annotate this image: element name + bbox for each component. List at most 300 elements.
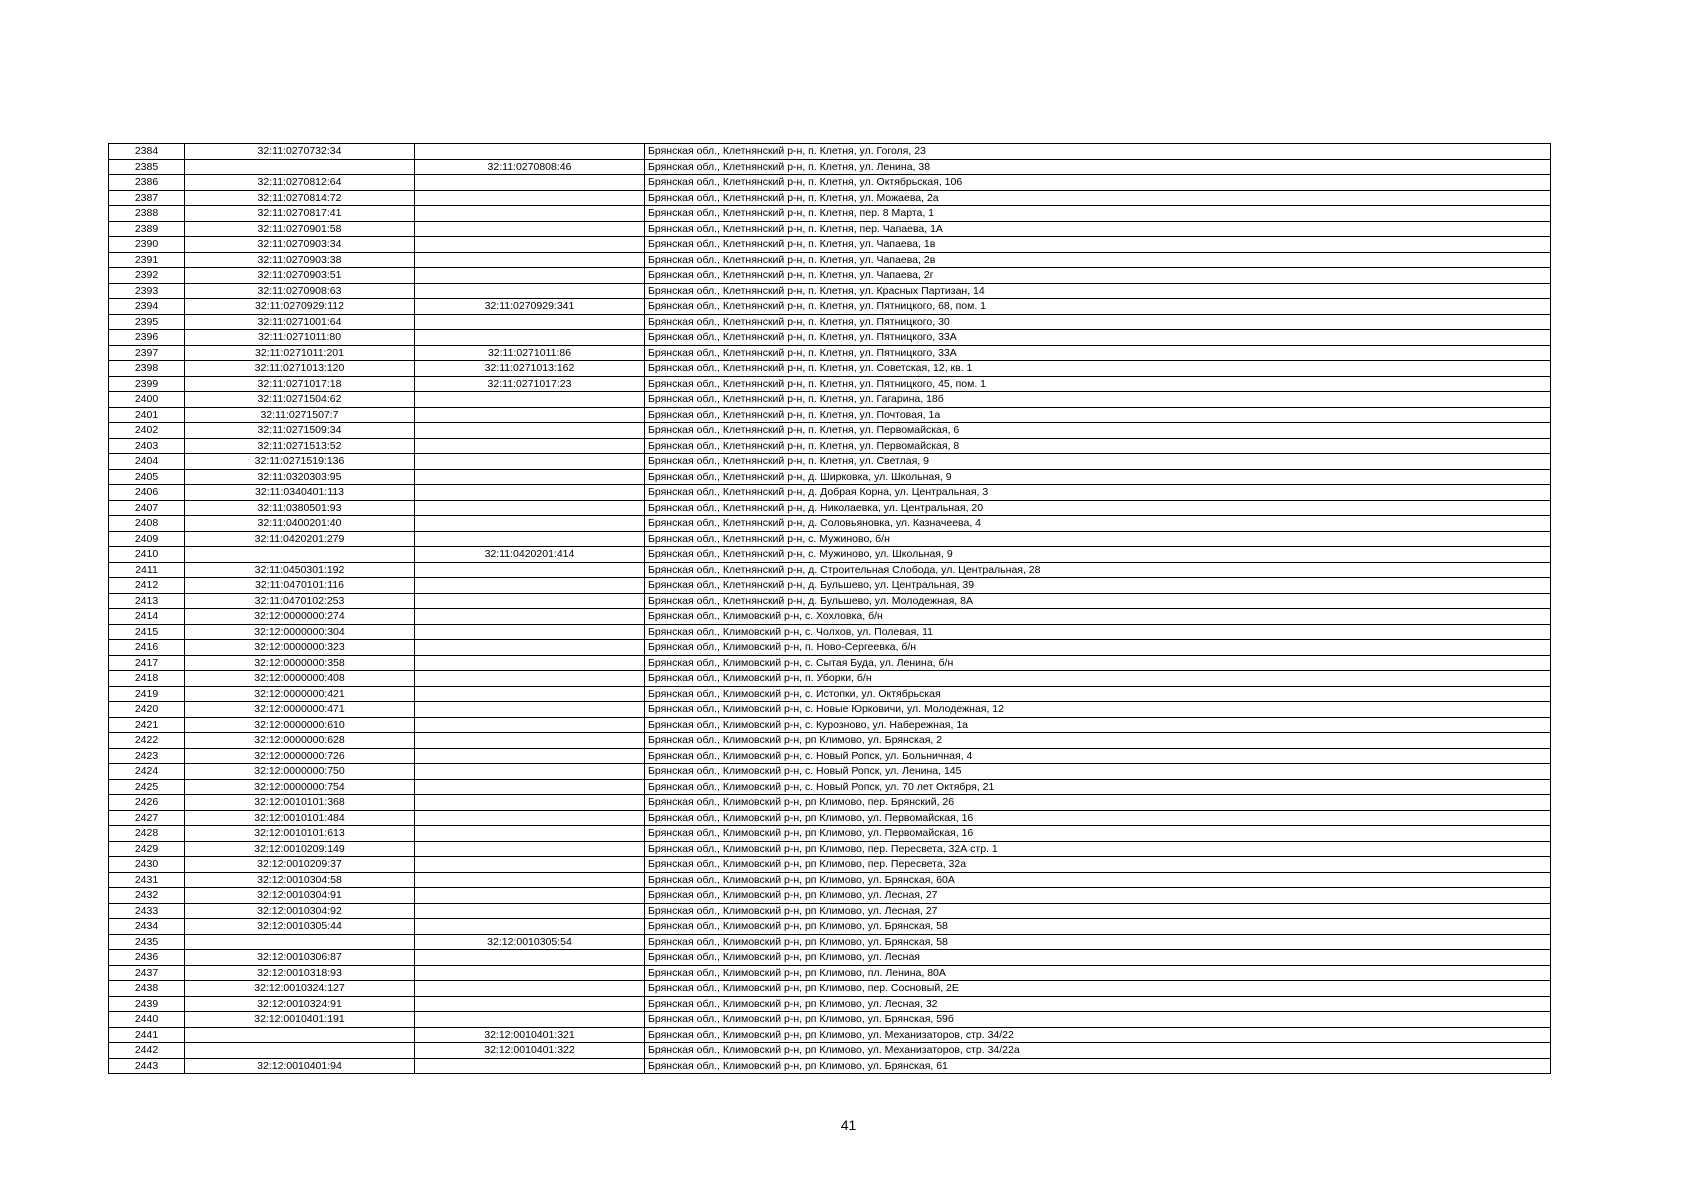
cadastral-number-cell: 32:12:0000000:628 [185,733,415,749]
cadastral-number-cell: 32:12:0010401:191 [185,1012,415,1028]
cadastral-number-cell: 32:11:0400201:40 [185,516,415,532]
address-cell: Брянская обл., Клетнянский р-н, д. Бульшево, ул. Центральная, 39 [645,578,1551,594]
row-number-cell: 2438 [109,981,185,997]
table-row [109,175,1551,191]
cadastral-number-cell: 32:11:0470101:116 [185,578,415,594]
linked-cadastral-number-cell [415,609,645,625]
table-row [109,779,1551,795]
cadastral-number-cell: 32:12:0010209:149 [185,841,415,857]
linked-cadastral-number-cell [415,810,645,826]
row-number-cell: 2437 [109,965,185,981]
row-number-cell: 2416 [109,640,185,656]
cadastral-number-cell: 32:11:0271507:7 [185,407,415,423]
linked-cadastral-number-cell [415,454,645,470]
linked-cadastral-number-cell [415,1058,645,1074]
row-number-cell: 2384 [109,144,185,160]
cadastral-number-cell: 32:12:0000000:323 [185,640,415,656]
linked-cadastral-number-cell: 32:11:0270808:46 [415,159,645,175]
address-cell: Брянская обл., Клетнянский р-н, п. Клетня, ул. Чапаева, 2в [645,252,1551,268]
row-number-cell: 2434 [109,919,185,935]
address-cell: Брянская обл., Климовский р-н, рп Климово, ул. Брянская, 59б [645,1012,1551,1028]
table-row [109,609,1551,625]
address-cell: Брянская обл., Клетнянский р-н, с. Мужиново, б/н [645,531,1551,547]
cadastral-number-cell: 32:11:0270732:34 [185,144,415,160]
table-row [109,578,1551,594]
table-row [109,562,1551,578]
row-number-cell: 2402 [109,423,185,439]
linked-cadastral-number-cell [415,686,645,702]
row-number-cell: 2387 [109,190,185,206]
cadastral-number-cell: 32:12:0010101:368 [185,795,415,811]
table-row [109,655,1551,671]
cadastral-number-cell: 32:11:0270929:112 [185,299,415,315]
row-number-cell: 2427 [109,810,185,826]
linked-cadastral-number-cell [415,562,645,578]
cadastral-number-cell: 32:11:0271001:64 [185,314,415,330]
table-row [109,159,1551,175]
table-row [109,252,1551,268]
address-cell: Брянская обл., Климовский р-н, с. Новый Ропск, ул. 70 лет Октября, 21 [645,779,1551,795]
cadastral-number-cell: 32:11:0271011:201 [185,345,415,361]
address-cell: Брянская обл., Климовский р-н, рп Климово, ул. Механизаторов, стр. 34/22а [645,1043,1551,1059]
linked-cadastral-number-cell [415,500,645,516]
address-cell: Брянская обл., Климовский р-н, рп Климово, пер. Брянский, 26 [645,795,1551,811]
cadastral-number-cell: 32:12:0010101:613 [185,826,415,842]
row-number-cell: 2406 [109,485,185,501]
row-number-cell: 2413 [109,593,185,609]
linked-cadastral-number-cell: 32:11:0270929:341 [415,299,645,315]
linked-cadastral-number-cell [415,175,645,191]
table-row [109,500,1551,516]
linked-cadastral-number-cell [415,144,645,160]
table-row [109,1058,1551,1074]
cadastral-number-cell: 32:12:0000000:471 [185,702,415,718]
linked-cadastral-number-cell [415,516,645,532]
row-number-cell: 2421 [109,717,185,733]
table-row [109,624,1551,640]
cadastral-number-cell: 32:12:0010324:91 [185,996,415,1012]
row-number-cell: 2431 [109,872,185,888]
address-cell: Брянская обл., Климовский р-н, рп Климово, пер. Пересвета, 32А стр. 1 [645,841,1551,857]
table-row [109,206,1551,222]
linked-cadastral-number-cell [415,283,645,299]
address-cell: Брянская обл., Клетнянский р-н, п. Клетня, ул. Чапаева, 1в [645,237,1551,253]
row-number-cell: 2386 [109,175,185,191]
cadastral-number-cell: 32:12:0010304:91 [185,888,415,904]
cadastral-number-cell [185,159,415,175]
table-row [109,950,1551,966]
address-cell: Брянская обл., Клетнянский р-н, п. Клетня, пер. Чапаева, 1А [645,221,1551,237]
cadastral-number-cell: 32:11:0271519:136 [185,454,415,470]
table-row [109,717,1551,733]
linked-cadastral-number-cell [415,593,645,609]
cadastral-number-cell: 32:12:0000000:358 [185,655,415,671]
address-cell: Брянская обл., Климовский р-н, рп Климово, ул. Первомайская, 16 [645,810,1551,826]
linked-cadastral-number-cell [415,996,645,1012]
address-cell: Брянская обл., Клетнянский р-н, п. Клетня, ул. Красных Партизан, 14 [645,283,1551,299]
row-number-cell: 2436 [109,950,185,966]
cadastral-number-cell [185,934,415,950]
table-row [109,810,1551,826]
table-row [109,361,1551,377]
address-cell: Брянская обл., Климовский р-н, рп Климово, ул. Лесная, 27 [645,903,1551,919]
address-cell: Брянская обл., Климовский р-н, рп Климово, ул. Лесная [645,950,1551,966]
row-number-cell: 2425 [109,779,185,795]
cadastral-number-cell: 32:12:0000000:726 [185,748,415,764]
row-number-cell: 2388 [109,206,185,222]
table-row [109,996,1551,1012]
linked-cadastral-number-cell [415,950,645,966]
row-number-cell: 2394 [109,299,185,315]
row-number-cell: 2435 [109,934,185,950]
address-cell: Брянская обл., Клетнянский р-н, п. Клетня, ул. Первомайская, 8 [645,438,1551,454]
cadastral-number-cell: 32:12:0010304:58 [185,872,415,888]
address-cell: Брянская обл., Клетнянский р-н, д. Николаевка, ул. Центральная, 20 [645,500,1551,516]
linked-cadastral-number-cell [415,748,645,764]
table-row [109,485,1551,501]
address-cell: Брянская обл., Климовский р-н, с. Истопки, ул. Октябрьская [645,686,1551,702]
cadastral-number-cell [185,1027,415,1043]
address-cell: Брянская обл., Клетнянский р-н, п. Клетня, ул. Пятницкого, 33А [645,345,1551,361]
row-number-cell: 2403 [109,438,185,454]
cadastral-number-cell: 32:11:0340401:113 [185,485,415,501]
cadastral-number-cell: 32:11:0320303:95 [185,469,415,485]
cadastral-number-cell: 32:11:0270903:34 [185,237,415,253]
row-number-cell: 2397 [109,345,185,361]
table-row [109,733,1551,749]
linked-cadastral-number-cell [415,469,645,485]
address-cell: Брянская обл., Климовский р-н, рп Климово, ул. Брянская, 58 [645,919,1551,935]
address-cell: Брянская обл., Климовский р-н, рп Климово, пер. Пересвета, 32а [645,857,1551,873]
address-cell: Брянская обл., Клетнянский р-н, д. Строительная Слобода, ул. Центральная, 28 [645,562,1551,578]
address-cell: Брянская обл., Климовский р-н, с. Новые Юрковичи, ул. Молодежная, 12 [645,702,1551,718]
cadastral-number-cell: 32:12:0000000:274 [185,609,415,625]
cadastral-number-cell: 32:11:0270903:38 [185,252,415,268]
linked-cadastral-number-cell [415,438,645,454]
row-number-cell: 2441 [109,1027,185,1043]
address-cell: Брянская обл., Клетнянский р-н, д. Добрая Корна, ул. Центральная, 3 [645,485,1551,501]
cadastral-number-cell: 32:11:0450301:192 [185,562,415,578]
row-number-cell: 2407 [109,500,185,516]
cadastral-number-cell: 32:12:0010318:93 [185,965,415,981]
table-row [109,330,1551,346]
linked-cadastral-number-cell: 32:11:0271013:162 [415,361,645,377]
linked-cadastral-number-cell [415,423,645,439]
linked-cadastral-number-cell [415,221,645,237]
linked-cadastral-number-cell [415,733,645,749]
address-cell: Брянская обл., Клетнянский р-н, п. Клетня, ул. Гоголя, 23 [645,144,1551,160]
row-number-cell: 2412 [109,578,185,594]
table-row [109,1012,1551,1028]
address-cell: Брянская обл., Клетнянский р-н, д. Ширковка, ул. Школьная, 9 [645,469,1551,485]
linked-cadastral-number-cell [415,640,645,656]
linked-cadastral-number-cell [415,919,645,935]
address-cell: Брянская обл., Клетнянский р-н, п. Клетня, ул. Советская, 12, кв. 1 [645,361,1551,377]
table-row [109,702,1551,718]
address-cell: Брянская обл., Климовский р-н, рп Климово, ул. Лесная, 32 [645,996,1551,1012]
table-row [109,903,1551,919]
table-row [109,407,1551,423]
linked-cadastral-number-cell [415,578,645,594]
row-number-cell: 2410 [109,547,185,563]
cadastral-number-cell: 32:11:0271013:120 [185,361,415,377]
cadastral-number-cell: 32:11:0270814:72 [185,190,415,206]
linked-cadastral-number-cell [415,981,645,997]
address-cell: Брянская обл., Климовский р-н, рп Климово, ул. Брянская, 60А [645,872,1551,888]
cadastral-number-cell: 32:11:0270903:51 [185,268,415,284]
linked-cadastral-number-cell: 32:11:0271011:86 [415,345,645,361]
linked-cadastral-number-cell [415,764,645,780]
table-row [109,934,1551,950]
address-cell: Брянская обл., Климовский р-н, рп Климово, ул. Брянская, 2 [645,733,1551,749]
table-row [109,268,1551,284]
address-cell: Брянская обл., Климовский р-н, рп Климово, пер. Сосновый, 2Е [645,981,1551,997]
row-number-cell: 2440 [109,1012,185,1028]
row-number-cell: 2398 [109,361,185,377]
address-cell: Брянская обл., Климовский р-н, с. Новый Ропск, ул. Ленина, 145 [645,764,1551,780]
table-row [109,221,1551,237]
address-cell: Брянская обл., Клетнянский р-н, д. Бульшево, ул. Молодежная, 8А [645,593,1551,609]
row-number-cell: 2390 [109,237,185,253]
table-row [109,376,1551,392]
row-number-cell: 2414 [109,609,185,625]
linked-cadastral-number-cell [415,655,645,671]
table-row [109,795,1551,811]
row-number-cell: 2429 [109,841,185,857]
table-row [109,190,1551,206]
linked-cadastral-number-cell [415,190,645,206]
cadastral-number-cell [185,1043,415,1059]
linked-cadastral-number-cell [415,903,645,919]
row-number-cell: 2389 [109,221,185,237]
cadastral-number-cell: 32:12:0010324:127 [185,981,415,997]
address-cell: Брянская обл., Климовский р-н, рп Климово, ул. Первомайская, 16 [645,826,1551,842]
row-number-cell: 2401 [109,407,185,423]
row-number-cell: 2395 [109,314,185,330]
cadastral-number-cell: 32:12:0010306:87 [185,950,415,966]
table-row [109,671,1551,687]
table-row [109,764,1551,780]
table-row [109,547,1551,563]
table-row [109,965,1551,981]
address-cell: Брянская обл., Климовский р-н, рп Климово, ул. Механизаторов, стр. 34/22 [645,1027,1551,1043]
linked-cadastral-number-cell [415,857,645,873]
linked-cadastral-number-cell [415,888,645,904]
table-row [109,237,1551,253]
linked-cadastral-number-cell: 32:12:0010401:321 [415,1027,645,1043]
cadastral-number-cell: 32:12:0010401:94 [185,1058,415,1074]
linked-cadastral-number-cell [415,407,645,423]
row-number-cell: 2405 [109,469,185,485]
linked-cadastral-number-cell [415,268,645,284]
cadastral-number-cell: 32:11:0270908:63 [185,283,415,299]
row-number-cell: 2408 [109,516,185,532]
linked-cadastral-number-cell: 32:12:0010305:54 [415,934,645,950]
property-registry-table [108,143,1551,1074]
address-cell: Брянская обл., Климовский р-н, с. Сытая Буда, ул. Ленина, б/н [645,655,1551,671]
row-number-cell: 2443 [109,1058,185,1074]
linked-cadastral-number-cell: 32:12:0010401:322 [415,1043,645,1059]
address-cell: Брянская обл., Клетнянский р-н, п. Клетня, ул. Пятницкого, 68, пом. 1 [645,299,1551,315]
linked-cadastral-number-cell [415,872,645,888]
row-number-cell: 2393 [109,283,185,299]
address-cell: Брянская обл., Клетнянский р-н, п. Клетня, ул. Пятницкого, 30 [645,314,1551,330]
row-number-cell: 2419 [109,686,185,702]
table-row [109,144,1551,160]
table-row [109,454,1551,470]
row-number-cell: 2426 [109,795,185,811]
row-number-cell: 2399 [109,376,185,392]
address-cell: Брянская обл., Климовский р-н, рп Климово, пл. Ленина, 80А [645,965,1551,981]
table-row [109,314,1551,330]
row-number-cell: 2409 [109,531,185,547]
cadastral-number-cell: 32:11:0271504:62 [185,392,415,408]
linked-cadastral-number-cell [415,717,645,733]
table-row [109,1027,1551,1043]
cadastral-number-cell: 32:12:0000000:750 [185,764,415,780]
row-number-cell: 2439 [109,996,185,1012]
address-cell: Брянская обл., Клетнянский р-н, п. Клетня, ул. Можаева, 2а [645,190,1551,206]
linked-cadastral-number-cell [415,252,645,268]
address-cell: Брянская обл., Клетнянский р-н, п. Клетня, ул. Почтовая, 1а [645,407,1551,423]
linked-cadastral-number-cell [415,702,645,718]
linked-cadastral-number-cell [415,485,645,501]
row-number-cell: 2411 [109,562,185,578]
cadastral-number-cell: 32:12:0000000:754 [185,779,415,795]
row-number-cell: 2420 [109,702,185,718]
row-number-cell: 2415 [109,624,185,640]
row-number-cell: 2418 [109,671,185,687]
cadastral-number-cell: 32:11:0270812:64 [185,175,415,191]
linked-cadastral-number-cell [415,826,645,842]
cadastral-number-cell: 32:12:0010209:37 [185,857,415,873]
address-cell: Брянская обл., Климовский р-н, рп Климово, ул. Брянская, 61 [645,1058,1551,1074]
row-number-cell: 2417 [109,655,185,671]
table-row [109,299,1551,315]
linked-cadastral-number-cell: 32:11:0271017:23 [415,376,645,392]
address-cell: Брянская обл., Клетнянский р-н, п. Клетня, ул. Чапаева, 2г [645,268,1551,284]
cadastral-number-cell: 32:11:0270817:41 [185,206,415,222]
cadastral-number-cell: 32:11:0270901:58 [185,221,415,237]
address-cell: Брянская обл., Клетнянский р-н, п. Клетня, ул. Первомайская, 6 [645,423,1551,439]
address-cell: Брянская обл., Клетнянский р-н, д. Соловьяновка, ул. Казначеева, 4 [645,516,1551,532]
table-body [109,144,1551,1074]
row-number-cell: 2385 [109,159,185,175]
address-cell: Брянская обл., Климовский р-н, с. Новый Ропск, ул. Больничная, 4 [645,748,1551,764]
row-number-cell: 2430 [109,857,185,873]
address-cell: Брянская обл., Климовский р-н, рп Климово, ул. Лесная, 27 [645,888,1551,904]
linked-cadastral-number-cell [415,237,645,253]
address-cell: Брянская обл., Клетнянский р-н, с. Мужиново, ул. Школьная, 9 [645,547,1551,563]
cadastral-number-cell: 32:12:0000000:304 [185,624,415,640]
cadastral-number-cell: 32:11:0271011:80 [185,330,415,346]
table-row [109,872,1551,888]
table-row [109,841,1551,857]
row-number-cell: 2424 [109,764,185,780]
table-row [109,469,1551,485]
cadastral-number-cell: 32:12:0000000:610 [185,717,415,733]
table-row [109,438,1551,454]
address-cell: Брянская обл., Клетнянский р-н, п. Клетня, ул. Октябрьская, 106 [645,175,1551,191]
cadastral-number-cell: 32:12:0000000:408 [185,671,415,687]
cadastral-number-cell: 32:11:0271513:52 [185,438,415,454]
page-number: 41 [840,1117,857,1133]
linked-cadastral-number-cell [415,314,645,330]
linked-cadastral-number-cell: 32:11:0420201:414 [415,547,645,563]
address-cell: Брянская обл., Климовский р-н, рп Климово, ул. Брянская, 58 [645,934,1551,950]
row-number-cell: 2392 [109,268,185,284]
address-cell: Брянская обл., Климовский р-н, с. Хохловка, б/н [645,609,1551,625]
table-row [109,888,1551,904]
cadastral-number-cell: 32:11:0380501:93 [185,500,415,516]
cadastral-number-cell: 32:12:0010305:44 [185,919,415,935]
address-cell: Брянская обл., Климовский р-н, п. Ново-Сергеевка, б/н [645,640,1551,656]
table-row [109,981,1551,997]
address-cell: Брянская обл., Клетнянский р-н, п. Клетня, ул. Ленина, 38 [645,159,1551,175]
linked-cadastral-number-cell [415,531,645,547]
cadastral-number-cell [185,547,415,563]
row-number-cell: 2396 [109,330,185,346]
row-number-cell: 2433 [109,903,185,919]
table-row [109,345,1551,361]
address-cell: Брянская обл., Клетнянский р-н, п. Клетня, ул. Пятницкого, 45, пом. 1 [645,376,1551,392]
table-row [109,423,1551,439]
table-row [109,1043,1551,1059]
linked-cadastral-number-cell [415,795,645,811]
table-row [109,857,1551,873]
linked-cadastral-number-cell [415,624,645,640]
table-row [109,919,1551,935]
address-cell: Брянская обл., Клетнянский р-н, п. Клетня, пер. 8 Марта, 1 [645,206,1551,222]
cadastral-number-cell: 32:11:0420201:279 [185,531,415,547]
address-cell: Брянская обл., Клетнянский р-н, п. Клетня, ул. Пятницкого, 33А [645,330,1551,346]
table-row [109,283,1551,299]
row-number-cell: 2400 [109,392,185,408]
table-row [109,392,1551,408]
row-number-cell: 2404 [109,454,185,470]
table-row [109,531,1551,547]
cadastral-number-cell: 32:12:0010304:92 [185,903,415,919]
cadastral-number-cell: 32:12:0000000:421 [185,686,415,702]
row-number-cell: 2423 [109,748,185,764]
row-number-cell: 2391 [109,252,185,268]
row-number-cell: 2428 [109,826,185,842]
table-row [109,748,1551,764]
cadastral-number-cell: 32:12:0010101:484 [185,810,415,826]
address-cell: Брянская обл., Климовский р-н, с. Чолхов, ул. Полевая, 11 [645,624,1551,640]
address-cell: Брянская обл., Клетнянский р-н, п. Клетня, ул. Светлая, 9 [645,454,1551,470]
linked-cadastral-number-cell [415,965,645,981]
row-number-cell: 2422 [109,733,185,749]
row-number-cell: 2432 [109,888,185,904]
linked-cadastral-number-cell [415,392,645,408]
cadastral-number-cell: 32:11:0470102:253 [185,593,415,609]
address-cell: Брянская обл., Клетнянский р-н, п. Клетня, ул. Гагарина, 18б [645,392,1551,408]
table-row [109,516,1551,532]
table-row [109,826,1551,842]
linked-cadastral-number-cell [415,206,645,222]
linked-cadastral-number-cell [415,1012,645,1028]
cadastral-number-cell: 32:11:0271509:34 [185,423,415,439]
linked-cadastral-number-cell [415,841,645,857]
row-number-cell: 2442 [109,1043,185,1059]
address-cell: Брянская обл., Климовский р-н, с. Курозново, ул. Набережная, 1а [645,717,1551,733]
table-row [109,640,1551,656]
cadastral-number-cell: 32:11:0271017:18 [185,376,415,392]
linked-cadastral-number-cell [415,671,645,687]
table-row [109,593,1551,609]
table-row [109,686,1551,702]
